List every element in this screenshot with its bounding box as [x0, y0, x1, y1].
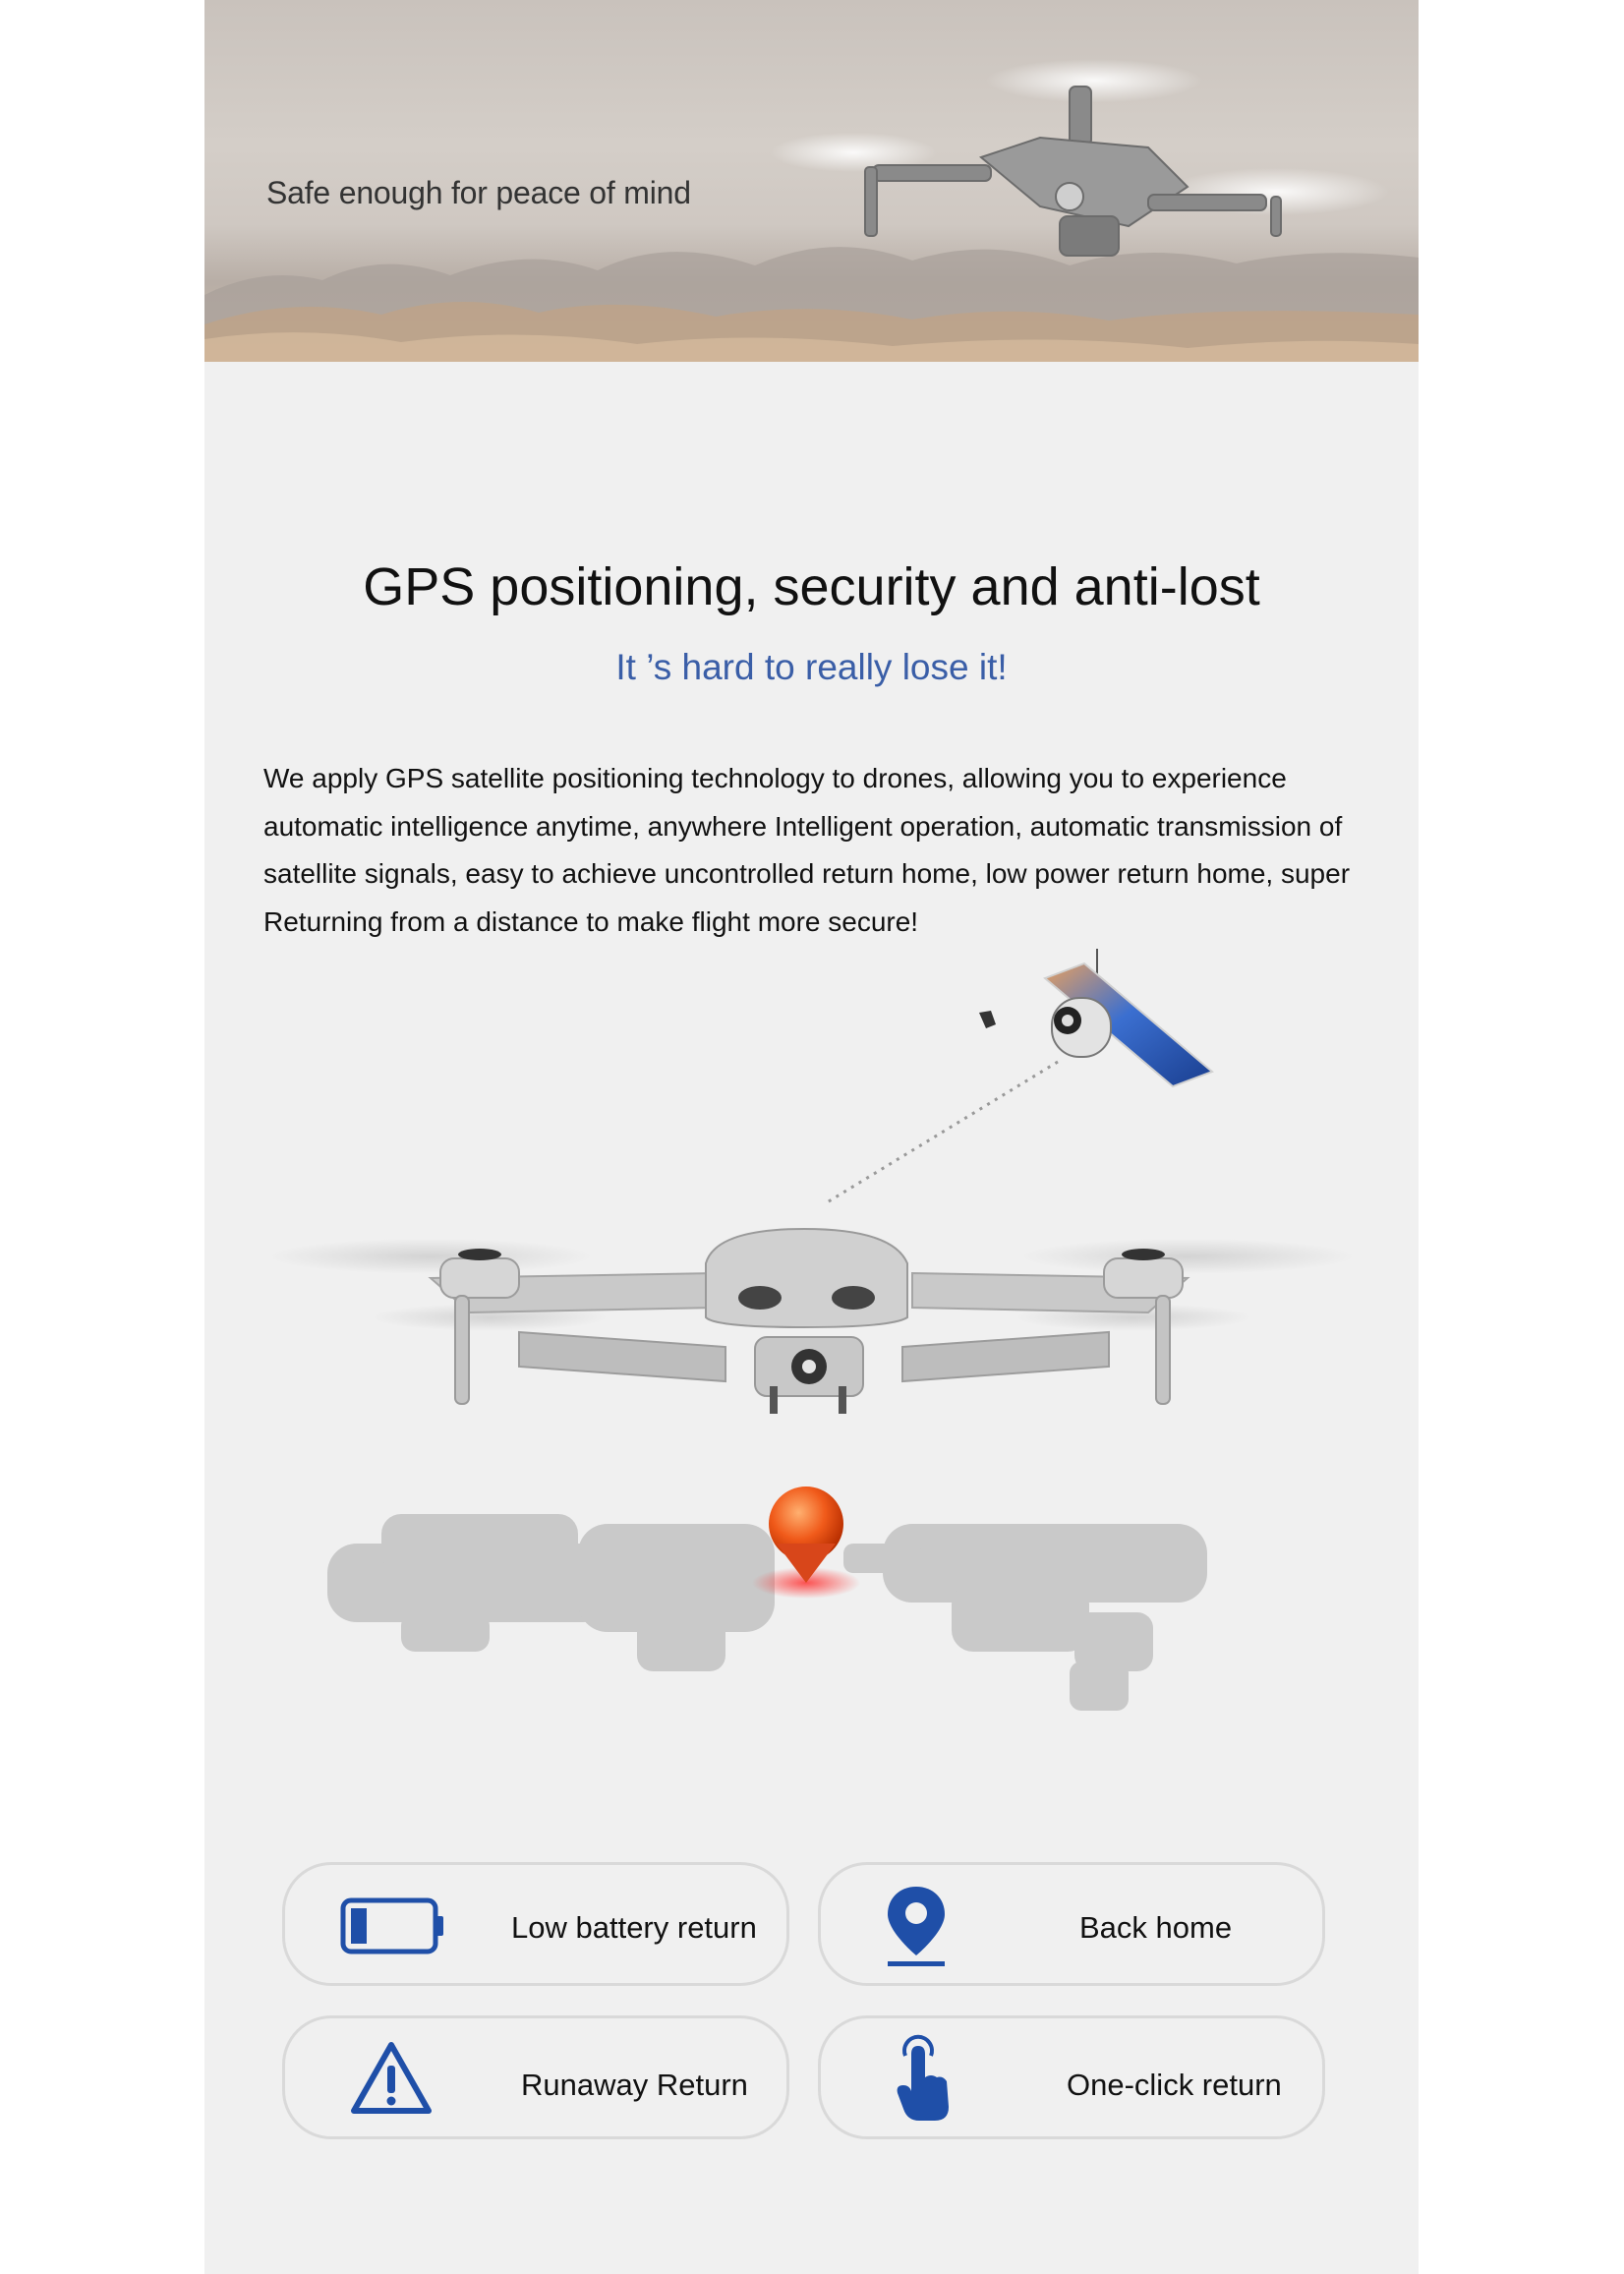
satellite-icon	[979, 949, 1212, 1086]
feature-label: One-click return	[1067, 2068, 1282, 2102]
drone-image	[268, 1229, 1355, 1414]
feature-card-back-home	[818, 1862, 1325, 1986]
feature-label: Low battery return	[511, 1910, 757, 1945]
section-description: We apply GPS satellite positioning technology to drones, allowing you to experience automatic intelligence anytime, anywhere Intelligent operation, automatic transmission of satellite signals, easy to achieve uncontrolled return home, low power return home, super Returning from a distance to make flight more secure!	[263, 763, 1351, 937]
tap-hand-icon	[892, 2034, 955, 2125]
feature-label: Back home	[1079, 1910, 1233, 1945]
world-map	[327, 1514, 1207, 1711]
hero-caption: Safe enough for peace of mind	[266, 175, 691, 210]
section-subtitle: It ’s hard to really lose it!	[615, 647, 1008, 687]
feature-card-low-battery-return	[282, 1862, 789, 1986]
feature-label: Runaway Return	[521, 2068, 748, 2102]
section-title: GPS positioning, security and anti-lost	[363, 557, 1260, 616]
battery-icon	[339, 1896, 447, 1955]
feature-card-one-click-return	[818, 2015, 1325, 2139]
warning-icon	[349, 2040, 434, 2117]
signal-line	[824, 1062, 1058, 1204]
gps-illustration	[204, 934, 1419, 1760]
feature-card-runaway-return	[282, 2015, 789, 2139]
location-pin-icon	[882, 1883, 951, 1969]
hero-banner	[204, 0, 1419, 362]
location-marker-icon	[769, 1487, 843, 1583]
